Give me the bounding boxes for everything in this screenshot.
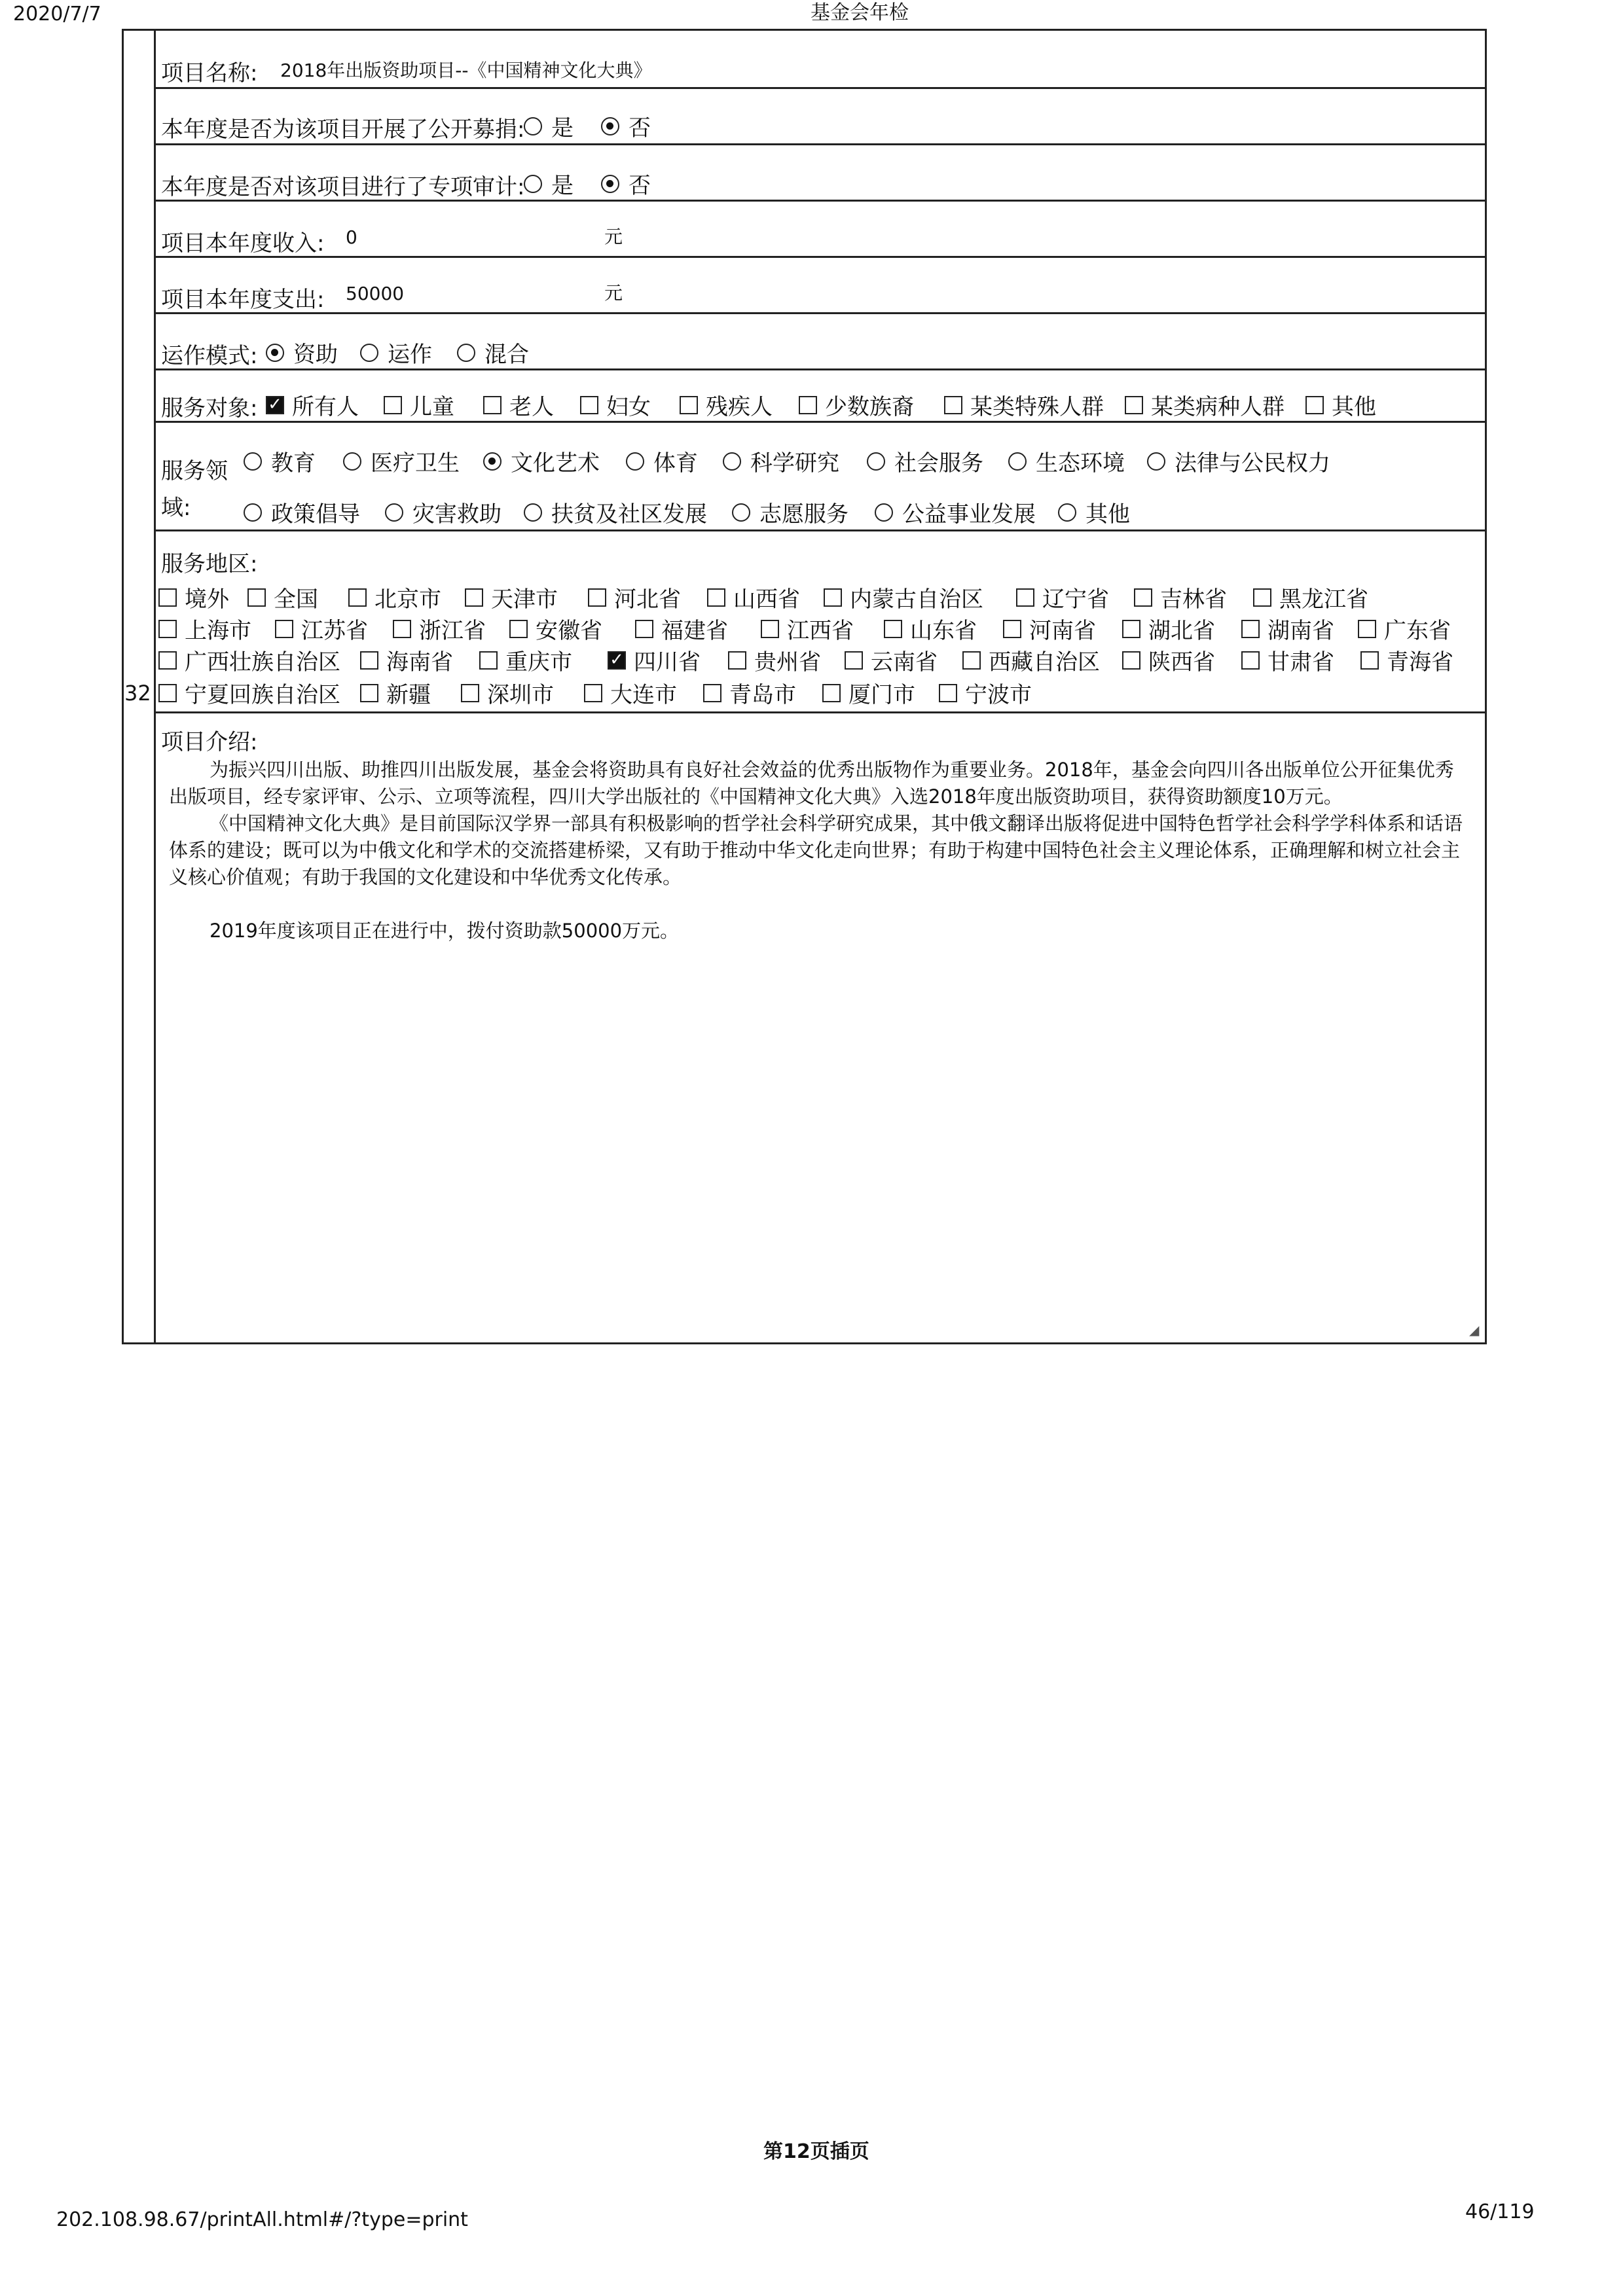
checkbox-icon — [1360, 651, 1379, 670]
area-option[interactable]: 山西省 — [707, 581, 800, 613]
checkbox-icon — [588, 588, 606, 607]
target-minorities[interactable]: 少数族裔 — [799, 389, 914, 421]
field-other[interactable]: 其他 — [1058, 496, 1130, 528]
checkbox-icon — [465, 588, 483, 607]
checkbox-icon — [1122, 651, 1140, 670]
checkbox-icon — [1125, 396, 1143, 414]
checkbox-icon — [479, 651, 498, 670]
operation-mode-label: 运作模式: — [161, 343, 258, 369]
area-option[interactable]: 重庆市 — [479, 644, 572, 676]
area-option[interactable]: ✓ 四川省 — [608, 644, 701, 676]
target-children[interactable]: 儿童 — [384, 389, 454, 421]
row-project-intro — [156, 713, 1485, 1342]
area-option[interactable]: 吉林省 — [1134, 581, 1227, 613]
area-option[interactable]: 青岛市 — [703, 677, 796, 709]
checkbox-icon — [1122, 620, 1140, 638]
area-option[interactable]: 广西壮族自治区 — [158, 644, 340, 676]
area-option[interactable]: 江苏省 — [275, 613, 368, 645]
checkbox-icon — [845, 651, 863, 670]
resize-handle-icon[interactable]: ◢ — [1469, 1322, 1480, 1338]
checkbox-icon — [360, 651, 378, 670]
radio-icon — [875, 503, 893, 522]
checkbox-icon — [1241, 620, 1260, 638]
field-poverty-community[interactable]: 扶贫及社区发展 — [524, 496, 707, 528]
area-option[interactable]: 全国 — [247, 581, 318, 613]
checkbox-icon — [384, 396, 402, 414]
area-option[interactable]: 大连市 — [584, 677, 677, 709]
radio-icon — [1008, 452, 1027, 471]
area-option[interactable]: 西藏自治区 — [962, 644, 1100, 676]
checkbox-icon — [509, 620, 528, 638]
area-option[interactable]: 江西省 — [761, 613, 854, 645]
target-disease-group[interactable]: 某类病种人群 — [1125, 389, 1285, 421]
checkbox-icon — [962, 651, 981, 670]
area-option[interactable]: 甘肃省 — [1241, 644, 1334, 676]
area-option[interactable]: 广东省 — [1358, 613, 1451, 645]
area-option[interactable]: 贵州省 — [728, 644, 821, 676]
project-name-value: 2018年出版资助项目--《中国精神文化大典》 — [280, 60, 652, 81]
checkbox-icon — [939, 684, 957, 702]
income-unit: 元 — [604, 226, 623, 247]
field-social-services[interactable]: 社会服务 — [867, 445, 983, 477]
page-header-title: 基金会年检 — [811, 1, 909, 24]
expense-value: 50000 — [346, 283, 405, 304]
area-option[interactable]: 上海市 — [158, 613, 251, 645]
checkbox-icon — [1305, 396, 1324, 414]
row-public-fundraising — [156, 89, 1485, 145]
checkbox-checked-icon: ✓ — [266, 396, 284, 414]
project-name-label: 项目名称: — [161, 60, 258, 86]
checkbox-icon — [348, 588, 367, 607]
area-option[interactable]: 北京市 — [348, 581, 441, 613]
checkbox-icon — [360, 684, 378, 702]
row-operation-mode — [156, 314, 1485, 370]
field-culture-arts[interactable]: 文化艺术 — [483, 445, 600, 477]
area-option[interactable]: 海南省 — [360, 644, 453, 676]
expense-unit: 元 — [604, 282, 623, 304]
checkbox-icon — [584, 684, 602, 702]
checkbox-icon — [635, 620, 653, 638]
area-option[interactable]: 新疆 — [360, 677, 431, 709]
checkbox-icon — [393, 620, 411, 638]
target-other[interactable]: 其他 — [1305, 389, 1376, 421]
intro-paragraph-3: 2019年度该项目正在进行中，拨付资助款50000万元。 — [210, 920, 680, 942]
radio-selected-icon — [483, 452, 501, 471]
radio-icon — [867, 452, 885, 471]
row-expense — [156, 258, 1485, 314]
service-field-label-2: 域: — [161, 495, 191, 521]
radio-icon — [732, 503, 750, 522]
page-count: 46/119 — [1465, 2200, 1535, 2223]
area-option[interactable]: 湖北省 — [1122, 613, 1215, 645]
area-option[interactable]: 天津市 — [465, 581, 558, 613]
operation-mode-grant[interactable]: 资助 — [266, 336, 338, 368]
area-option[interactable]: 浙江省 — [393, 613, 486, 645]
area-option[interactable]: 内蒙古自治区 — [824, 581, 983, 613]
field-disaster-relief[interactable]: 灾害救助 — [385, 496, 501, 528]
field-law-civil-rights[interactable]: 法律与公民权力 — [1147, 445, 1330, 477]
row-number: 32 — [124, 681, 151, 706]
checkbox-icon — [158, 684, 177, 702]
income-value: 0 — [346, 226, 357, 248]
special-audit-label: 本年度是否对该项目进行了专项审计: — [161, 174, 525, 200]
radio-icon — [360, 344, 378, 362]
field-public-welfare[interactable]: 公益事业发展 — [875, 496, 1036, 528]
field-sports[interactable]: 体育 — [626, 445, 698, 477]
checkbox-icon — [1016, 588, 1034, 607]
checkbox-icon — [1358, 620, 1376, 638]
public-fundraising-yes[interactable]: 是 — [524, 110, 574, 142]
checkbox-icon — [799, 396, 817, 414]
checkbox-icon — [158, 588, 177, 607]
target-elderly[interactable]: 老人 — [483, 389, 554, 421]
radio-icon — [524, 117, 542, 135]
special-audit-yes[interactable]: 是 — [524, 168, 574, 200]
project-intro-label: 项目介绍: — [161, 729, 258, 755]
area-option[interactable]: 河南省 — [1003, 613, 1096, 645]
checkbox-icon — [1134, 588, 1152, 607]
area-option[interactable]: 陕西省 — [1122, 644, 1215, 676]
area-option[interactable]: 厦门市 — [822, 677, 915, 709]
field-education[interactable]: 教育 — [244, 445, 316, 477]
radio-icon — [244, 503, 262, 522]
public-fundraising-label: 本年度是否为该项目开展了公开募捐: — [161, 117, 525, 143]
radio-icon — [385, 503, 403, 522]
area-option[interactable]: 山东省 — [884, 613, 977, 645]
radio-selected-icon — [601, 117, 619, 135]
row-income — [156, 202, 1485, 258]
service-field-label-1: 服务领 — [161, 458, 228, 484]
radio-icon — [524, 503, 542, 522]
radio-icon — [524, 175, 542, 193]
checkbox-icon — [158, 651, 177, 670]
checkbox-icon — [158, 620, 177, 638]
area-option[interactable]: 深圳市 — [461, 677, 554, 709]
row-service-target — [156, 370, 1485, 423]
checkbox-icon — [483, 396, 501, 414]
field-healthcare[interactable]: 医疗卫生 — [343, 445, 460, 477]
checkbox-icon — [580, 396, 598, 414]
radio-icon — [343, 452, 361, 471]
radio-icon — [626, 452, 644, 471]
area-option[interactable]: 宁夏回族自治区 — [158, 677, 340, 709]
radio-icon — [723, 452, 741, 471]
checkbox-icon — [275, 620, 293, 638]
field-scientific-research[interactable]: 科学研究 — [723, 445, 839, 477]
checkbox-icon — [728, 651, 746, 670]
field-ecology[interactable]: 生态环境 — [1008, 445, 1125, 477]
intro-paragraph-1: 为振兴四川出版、助推四川出版发展，基金会将资助具有良好社会效益的优秀出版物作为重要业务。2018年，基金会向四川各出版单位公开征集优秀出版项目，经专家评审、公示、立项等流程，四川大学出版社的《中国精神文化大典》入选2018年度出版资助项目，获得资助额度10万元。 — [169, 759, 1454, 808]
checkbox-icon — [1241, 651, 1260, 670]
checkbox-icon — [822, 684, 841, 702]
checkbox-icon — [461, 684, 479, 702]
checkbox-icon — [1003, 620, 1021, 638]
checkbox-icon — [944, 396, 962, 414]
area-option[interactable]: 黑龙江省 — [1253, 581, 1368, 613]
public-fundraising-no[interactable]: 否 — [601, 110, 651, 142]
area-option[interactable]: 青海省 — [1360, 644, 1453, 676]
checkbox-icon — [761, 620, 779, 638]
checkbox-icon — [884, 620, 902, 638]
target-women[interactable]: 妇女 — [580, 389, 651, 421]
area-option[interactable]: 湖南省 — [1241, 613, 1334, 645]
checkbox-checked-icon: ✓ — [608, 651, 626, 670]
radio-selected-icon — [266, 344, 284, 362]
area-option[interactable]: 辽宁省 — [1016, 581, 1109, 613]
radio-icon — [244, 452, 262, 471]
service-area-label: 服务地区: — [161, 551, 258, 577]
intro-paragraph-2: 《中国精神文化大典》是目前国际汉学界一部具有积极影响的哲学社会科学研究成果，其中俄文翻译出版将促进中国特色哲学社会科学学科体系和话语体系的建设；既可以为中俄文化和学术的交流搭建桥梁，又有助于推动中华文化走向世界；有助于构建中国特色社会主义理论体系，正确理解和树立社会主义核心价值观；有助于我国的文化建设和中华优秀文化传承。 — [169, 812, 1463, 888]
checkbox-icon — [247, 588, 266, 607]
target-special-group[interactable]: 某类特殊人群 — [944, 389, 1104, 421]
operation-mode-mixed[interactable]: 混合 — [457, 336, 529, 368]
row-project-name — [156, 29, 1485, 89]
expense-label: 项目本年度支出: — [161, 287, 325, 313]
radio-icon — [1147, 452, 1165, 471]
field-volunteer[interactable]: 志愿服务 — [732, 496, 848, 528]
area-option[interactable]: 福建省 — [635, 613, 728, 645]
operation-mode-operate[interactable]: 运作 — [360, 336, 432, 368]
special-audit-no[interactable]: 否 — [601, 168, 651, 200]
target-disabled[interactable]: 残疾人 — [680, 389, 773, 421]
row-service-area — [156, 531, 1485, 713]
service-target-label: 服务对象: — [161, 395, 258, 422]
radio-icon — [457, 344, 475, 362]
radio-icon — [1058, 503, 1076, 522]
field-policy-advocacy[interactable]: 政策倡导 — [244, 496, 360, 528]
print-url: 202.108.98.67/printAll.html#/?type=print — [56, 2208, 468, 2231]
income-label: 项目本年度收入: — [161, 230, 325, 257]
target-all[interactable]: ✓ 所有人 — [266, 389, 359, 421]
area-option[interactable]: 安徽省 — [509, 613, 602, 645]
print-date: 2020/7/7 — [13, 3, 101, 26]
row-service-field — [156, 423, 1485, 531]
checkbox-icon — [680, 396, 698, 414]
checkbox-icon — [703, 684, 721, 702]
area-option[interactable]: 河北省 — [588, 581, 681, 613]
checkbox-icon — [707, 588, 725, 607]
checkbox-icon — [1253, 588, 1271, 607]
radio-selected-icon — [601, 175, 619, 193]
area-option[interactable]: 境外 — [158, 581, 229, 613]
row-special-audit — [156, 145, 1485, 202]
area-option[interactable]: 宁波市 — [939, 677, 1032, 709]
area-option[interactable]: 云南省 — [845, 644, 938, 676]
page-insert-label: 第12页插页 — [763, 2140, 869, 2163]
checkbox-icon — [824, 588, 842, 607]
